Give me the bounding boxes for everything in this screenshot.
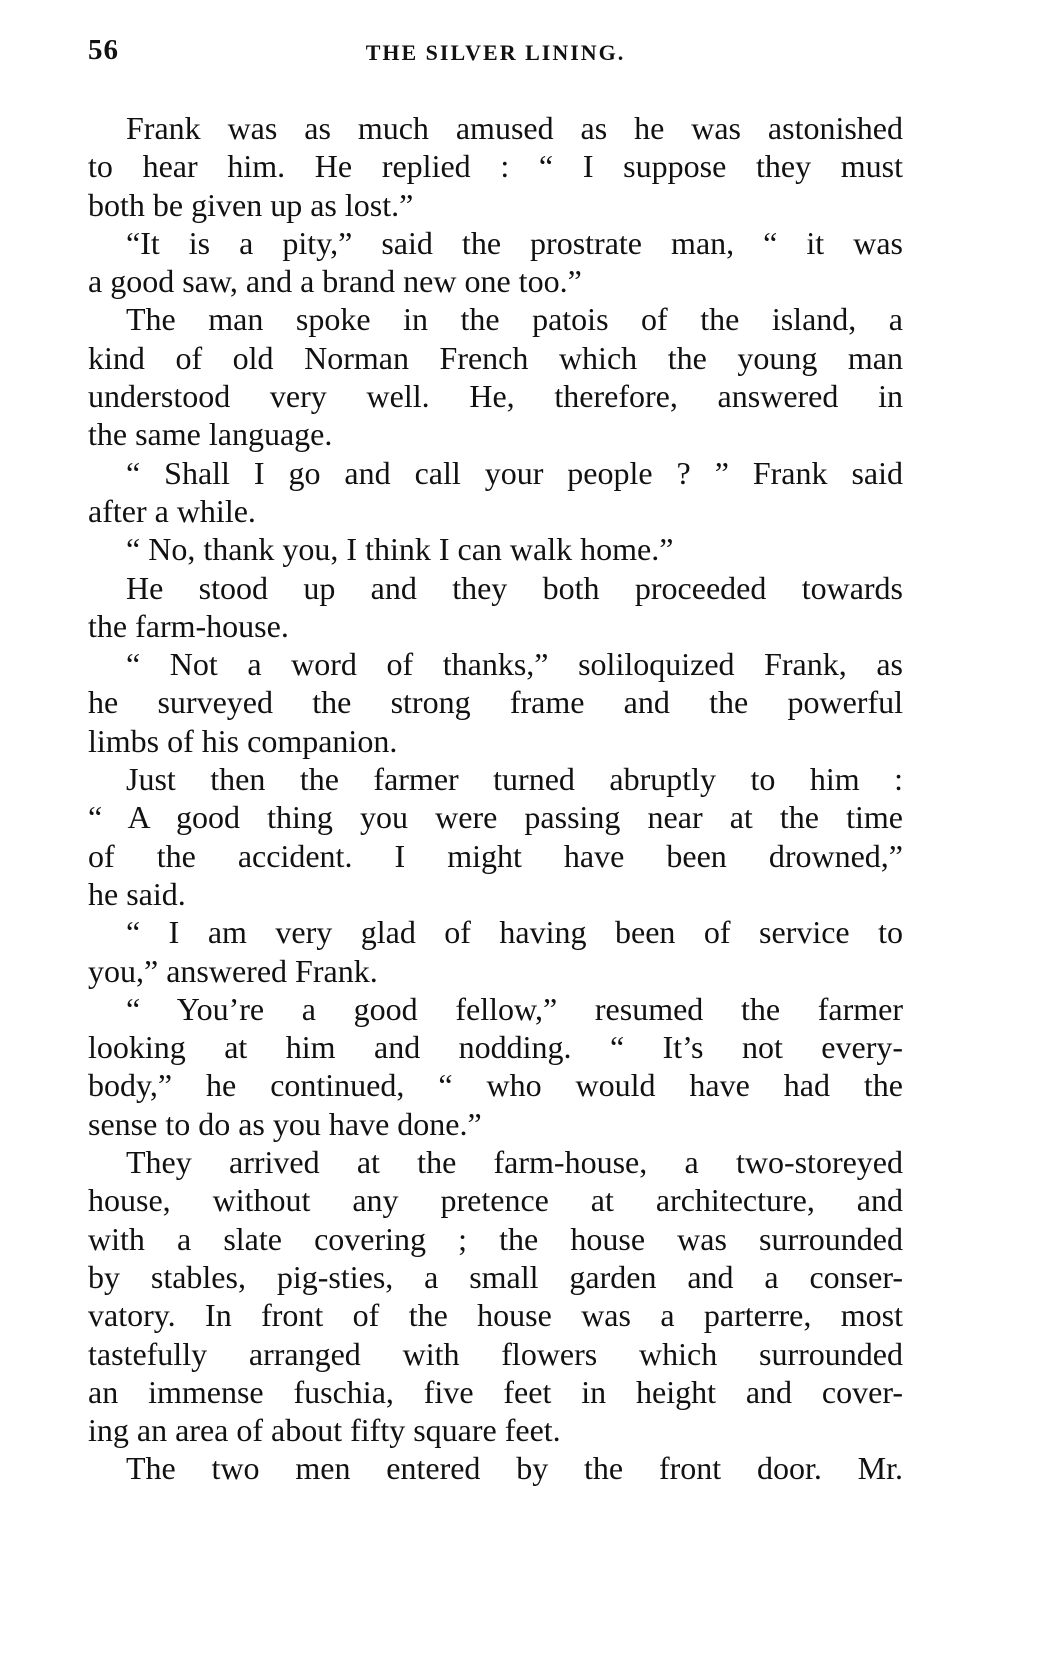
text-line: with a slate covering ; the house was surrounded	[88, 1220, 903, 1257]
text-line: understood very well. He, therefore, answered in	[88, 378, 903, 415]
text-line: vatory. In front of the house was a parterre, most	[88, 1297, 903, 1334]
text-line: after a while.	[88, 492, 256, 529]
running-head: THE SILVER LINING.	[365, 40, 626, 65]
text-line: “ I am very glad of having been of service to	[126, 914, 903, 951]
text-line: The two men entered by the front door. Mr.	[126, 1450, 903, 1487]
text-line: to hear him. He replied : “ I suppose they must	[88, 148, 903, 185]
text-line: Frank was as much amused as he was astonished	[126, 110, 903, 146]
text-line: he surveyed the strong frame and the powerful	[88, 684, 903, 721]
text-line: The man spoke in the patois of the island, a	[126, 301, 903, 338]
text-line: He stood up and they both proceeded towards	[126, 569, 903, 606]
text-line: both be given up as lost.”	[88, 186, 414, 223]
text-line: “ A good thing you were passing near at the time	[88, 799, 903, 836]
text-line: he said.	[88, 875, 186, 912]
text-line: a good saw, and a brand new one too.”	[88, 263, 582, 300]
page-number: 56	[88, 34, 119, 66]
text-line: looking at him and nodding. “ It’s not every-	[88, 1029, 903, 1066]
text-line: “ Shall I go and call your people ? ” Frank said	[126, 454, 903, 491]
text-line: sense to do as you have done.”	[88, 1105, 482, 1142]
text-line: house, without any pretence at architecture, and	[88, 1182, 903, 1219]
text-line: of the accident. I might have been drowned,”	[88, 837, 903, 874]
text-line: you,” answered Frank.	[88, 952, 378, 989]
text-line: by stables, pig-sties, a small garden and a conser-	[88, 1258, 903, 1295]
text-line: limbs of his companion.	[88, 722, 398, 759]
text-line: “ No, thank you, I think I can walk home.”	[126, 531, 674, 568]
text-line: an immense fuschia, five feet in height and cover-	[88, 1373, 903, 1410]
text-line: the farm-house.	[88, 607, 289, 644]
text-line: kind of old Norman French which the young man	[88, 339, 903, 376]
text-line: body,” he continued, “ who would have had the	[88, 1067, 903, 1104]
text-line: tastefully arranged with flowers which surrounded	[88, 1335, 903, 1372]
text-line: “ You’re a good fellow,” resumed the farmer	[126, 990, 903, 1027]
text-line: They arrived at the farm-house, a two-storeyed	[126, 1144, 903, 1181]
text-line: Just then the farmer turned abruptly to him :	[126, 761, 903, 798]
page-header	[88, 34, 903, 80]
text-line: the same language.	[88, 416, 333, 453]
text-line: ing an area of about fifty square feet.	[88, 1412, 561, 1449]
body-text	[88, 109, 903, 1488]
text-line: “ Not a word of thanks,” soliloquized Frank, as	[126, 646, 903, 683]
text-line: “It is a pity,” said the prostrate man, “ it was	[126, 224, 903, 261]
